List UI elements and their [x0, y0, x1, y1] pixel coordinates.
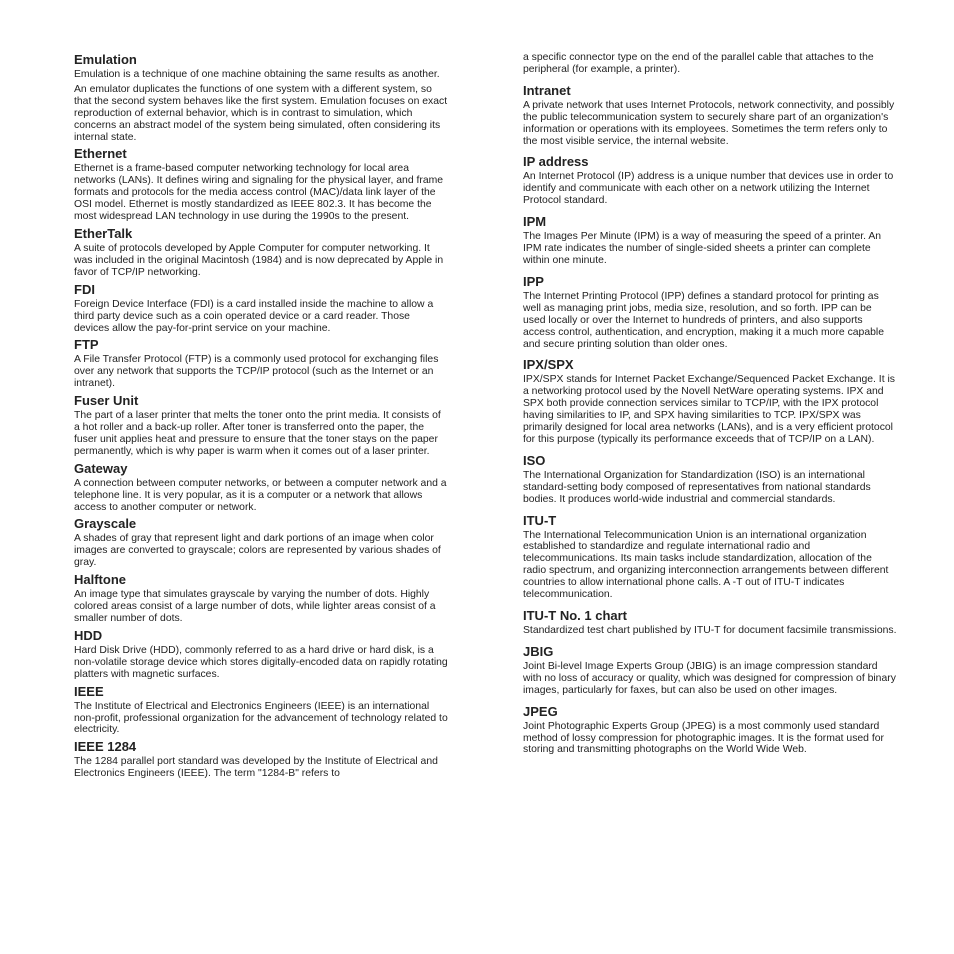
glossary-term: ITU-T — [523, 512, 557, 528]
glossary-entry-hdd — [74, 628, 448, 681]
glossary-entry-jpeg — [523, 704, 897, 757]
glossary-entry-fdi — [74, 282, 448, 335]
glossary-term: EtherTalk — [74, 225, 133, 241]
glossary-term: IP address — [523, 154, 589, 170]
glossary-left-column — [74, 52, 448, 783]
glossary-term: Gateway — [74, 460, 128, 476]
glossary-entry-ftp — [74, 337, 448, 390]
glossary-definition: The part of a laser printer that melts the toner onto the print media. It consists of a hot roller and a back-up roller. After toner is transferred onto the paper, the fuser unit applies heat and pressure to ensure that the toner stays on the paper permanently, which is why paper is warm when it comes out of a laser printer. — [74, 410, 441, 457]
glossary-term: IPP — [523, 273, 544, 289]
glossary-definition: The International Organization for Standardization (ISO) is an international standard-setting body composed of representatives from national standards bodies. It produces world-wide industrial and commercial standards. — [523, 469, 871, 505]
glossary-term: Halftone — [74, 572, 126, 588]
glossary-term: FTP — [74, 337, 99, 353]
glossary-term: ISO — [523, 452, 546, 468]
glossary-entry-emulation — [74, 52, 448, 143]
glossary-definition: The Images Per Minute (IPM) is a way of measuring the speed of a printer. An IPM rate indicates the number of single-sided sheets a printer can complete within one minute. — [523, 231, 882, 266]
glossary-term: IPM — [523, 214, 547, 230]
glossary-entry-ipp — [523, 274, 897, 351]
glossary-definition: A suite of protocols developed by Apple Computer for computer networking. It was included in the original Macintosh (1984) and is now deprecated by Apple in favor of TCP/IP networking. — [74, 242, 444, 278]
glossary-term: Ethernet — [74, 146, 127, 162]
glossary-term: JPEG — [523, 703, 558, 719]
glossary-definition: A File Transfer Protocol (FTP) is a commonly used protocol for exchanging files over any network that supports the TCP/IP protocol (such as the Internet or an intranet). — [74, 354, 439, 390]
glossary-term: Grayscale — [74, 516, 137, 532]
glossary-definition: IPX/SPX stands for Internet Packet Exchange/Sequenced Packet Exchange. It is a networking protocol used by the Novell NetWare operating systems. IPX and SPX both provide connection services similar to TCP/IP, with the IPX protocol having similarities to IP, and SPX having similarities to TCP. IPX/SPX was primarily designed for local area networks (LANs), and is a very efficient protocol for this purpose (typically its performance exceeds that of TCP/IP on a LAN). — [523, 374, 895, 445]
glossary-entry-ethernet — [74, 146, 448, 223]
glossary-definition: An emulator duplicates the functions of one system with a different system, so that the second system behaves like the first system. Emulation focuses on exact reproduction of external behavior, which is in contrast to simulation, which concerns an abstract model of the system being simulated, often considering its internal state. — [74, 83, 448, 143]
glossary-term: IEEE — [74, 683, 104, 699]
glossary-entry-iso — [523, 453, 897, 506]
glossary-term: FDI — [74, 281, 95, 297]
glossary-definition: The International Telecommunication Union is an international organization established to standardize and regulate international radio and telecommunications. Its main tasks include standardization, allocation of the radio spectrum, and organizing interconnection arrangements between different countries to allow international phone calls. A -T out of ITU-T indicates telecommunication. — [523, 529, 889, 601]
glossary-entry-ip-address — [523, 154, 897, 207]
glossary-term: JBIG — [523, 643, 554, 659]
glossary-definition: Hard Disk Drive (HDD), commonly referred to as a hard drive or hard disk, is a non-volatile storage device which stores digitally-encoded data on rapidly rotating platters with magnetic surfaces. — [74, 644, 448, 680]
glossary-definition: Ethernet is a frame-based computer networking technology for local area networks (LANs). It defines wiring and signaling for the physical layer, and frame formats and protocols for the media access control (MAC)/data link layer of the OSI model. Ethernet is mostly standardized as IEEE 802.3. It has become the most widespread LAN technology in use during the 1990s to the present. — [74, 163, 444, 223]
glossary-definition: Emulation is a technique of one machine obtaining the same results as another. — [74, 69, 440, 80]
glossary-entry-itu-t-no-1-chart — [523, 608, 897, 637]
glossary-entry-intranet — [523, 83, 897, 148]
glossary-term: HDD — [74, 627, 103, 643]
glossary-term: Emulation — [74, 52, 137, 67]
glossary-entry-ieee-1284 — [74, 739, 448, 780]
glossary-definition: Joint Photographic Experts Group (JPEG) is a most commonly used standard method of lossy compression for photographic images. It is the format used for storing and transmitting photographs on the World Wide Web. — [523, 720, 884, 756]
glossary-term: Fuser Unit — [74, 393, 139, 409]
glossary-definition: An image type that simulates grayscale by varying the number of dots. Highly colored areas consist of a large number of dots, while lighter areas consist of a smaller number of dots. — [74, 589, 436, 624]
glossary-entry-grayscale — [74, 516, 448, 569]
glossary-definition: A private network that uses Internet Protocols, network connectivity, and possibly the public telecommunication system to securely share part of an organization's information or operations with its employees. Sometimes the term refers only to the most visible service, the internal website. — [523, 99, 895, 147]
glossary-term: IEEE 1284 — [74, 739, 137, 755]
glossary-entry-ipx-spx — [523, 357, 897, 445]
glossary-entry-fuser-unit — [74, 393, 448, 458]
glossary-definition: A shades of gray that represent light and dark portions of an image when color images are converted to grayscale; colors are represented by various shades of gray. — [74, 533, 441, 569]
glossary-definition: Foreign Device Interface (FDI) is a card installed inside the machine to allow a third party device such as a coin operated device or a card reader. Those devices allow the pay-for-print service on your machine. — [74, 298, 434, 334]
glossary-definition: A connection between computer networks, or between a computer network and a telephone line. It is very popular, as it is a computer or a network that allows access to another computer or network. — [74, 477, 447, 513]
glossary-entry-halftone — [74, 572, 448, 625]
glossary-entry-jbig — [523, 644, 897, 697]
glossary-definition: Standardized test chart published by ITU-T for document facsimile transmissions. — [523, 625, 897, 636]
glossary-entry-ipm — [523, 214, 897, 267]
glossary-entry-ieee — [74, 684, 448, 737]
glossary-definition: The 1284 parallel port standard was developed by the Institute of Electrical and Electronics Engineers (IEEE). The term "1284-B" refers to — [74, 756, 438, 780]
continuation-paragraph: a specific connector type on the end of the parallel cable that attaches to the peripheral (for example, a printer). — [523, 52, 874, 75]
glossary-entry-ethertalk — [74, 226, 448, 279]
glossary-entry-gateway — [74, 461, 448, 514]
glossary-definition: An Internet Protocol (IP) address is a unique number that devices use in order to identify and communicate with each other on a network utilizing the Internet Protocol standard. — [523, 171, 894, 207]
glossary-term: ITU-T No. 1 chart — [523, 608, 628, 623]
glossary-definition: The Institute of Electrical and Electronics Engineers (IEEE) is an international non-profit, professional organization for the advancement of technology related to electricity. — [74, 700, 448, 736]
glossary-term: Intranet — [523, 82, 571, 98]
glossary-right-column — [523, 52, 897, 759]
glossary-definition: The Internet Printing Protocol (IPP) defines a standard protocol for printing as well as managing print jobs, media size, resolution, and so forth. IPP can be used locally or over the Internet to hundreds of printers, and also supports access control, authentication, and encryption, making it a much more capable and secure printing solution than older ones. — [523, 290, 884, 350]
glossary-term: IPX/SPX — [523, 357, 574, 373]
glossary-entry-itu-t — [523, 513, 897, 601]
glossary-definition: Joint Bi-level Image Experts Group (JBIG) is an image compression standard with no loss of accuracy or quality, which was designed for compression of binary images, particularly for faxes, but can also be used on other images. — [523, 660, 896, 696]
